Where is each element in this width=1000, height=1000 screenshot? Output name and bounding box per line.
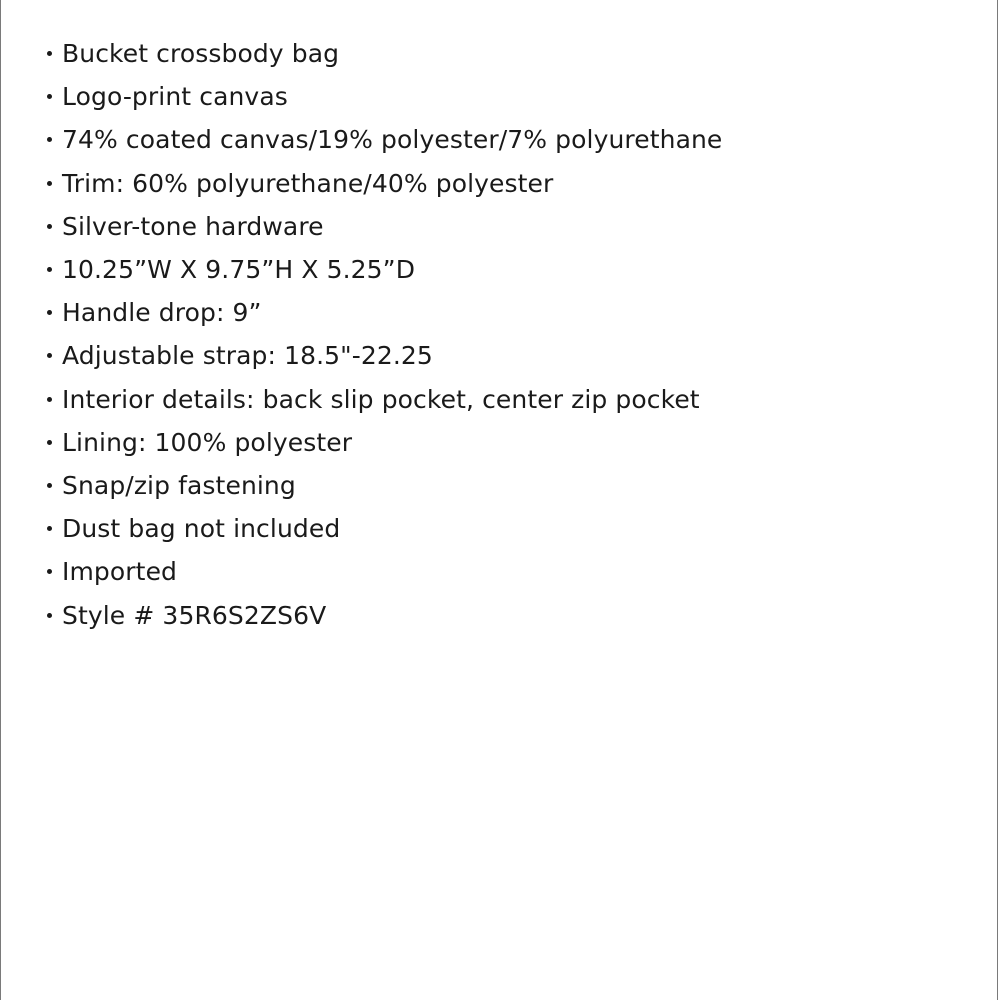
- list-item-text: 74% coated canvas/19% polyester/7% polyurethane: [62, 125, 723, 155]
- list-item: [47, 162, 722, 205]
- bullet-icon: [47, 310, 52, 315]
- list-item: [47, 32, 722, 75]
- bullet-icon: [47, 137, 52, 142]
- list-item: [47, 75, 722, 118]
- list-item: [47, 550, 722, 593]
- bullet-icon: [47, 569, 52, 574]
- bullet-icon: [47, 51, 52, 56]
- list-item-text: Dust bag not included: [62, 514, 341, 544]
- list-item-text: Handle drop: 9”: [62, 298, 262, 328]
- list-item: [47, 507, 722, 550]
- bullet-icon: [47, 526, 52, 531]
- product-details-list: [47, 32, 722, 637]
- list-item: [47, 118, 722, 161]
- bullet-icon: [47, 397, 52, 402]
- bullet-icon: [47, 613, 52, 618]
- bullet-icon: [47, 267, 52, 272]
- list-item-text: Bucket crossbody bag: [62, 39, 340, 69]
- list-item-text: Adjustable strap: 18.5"-22.25: [62, 341, 433, 371]
- list-item: [47, 291, 722, 334]
- bullet-icon: [47, 224, 52, 229]
- list-item-text: Interior details: back slip pocket, center zip pocket: [62, 384, 700, 414]
- list-item-text: Snap/zip fastening: [62, 470, 296, 500]
- bullet-icon: [47, 440, 52, 445]
- list-item-text: Logo-print canvas: [62, 82, 288, 112]
- list-item: [47, 205, 722, 248]
- list-item-text: Imported: [62, 557, 178, 587]
- list-item: [47, 378, 722, 421]
- list-item-text: 10.25”W X 9.75”H X 5.25”D: [62, 255, 416, 285]
- bullet-icon: [47, 94, 52, 99]
- list-item: [47, 334, 722, 377]
- list-item-text: Style # 35R6S2ZS6V: [62, 600, 327, 630]
- list-item: [47, 593, 722, 636]
- list-item-text: Trim: 60% polyurethane/40% polyester: [62, 168, 554, 198]
- bullet-icon: [47, 181, 52, 186]
- bullet-icon: [47, 353, 52, 358]
- list-item: [47, 248, 722, 291]
- bullet-icon: [47, 483, 52, 488]
- list-item: [47, 421, 722, 464]
- list-item-text: Lining: 100% polyester: [62, 427, 353, 457]
- list-item-text: Silver-tone hardware: [62, 211, 324, 241]
- list-item: [47, 464, 722, 507]
